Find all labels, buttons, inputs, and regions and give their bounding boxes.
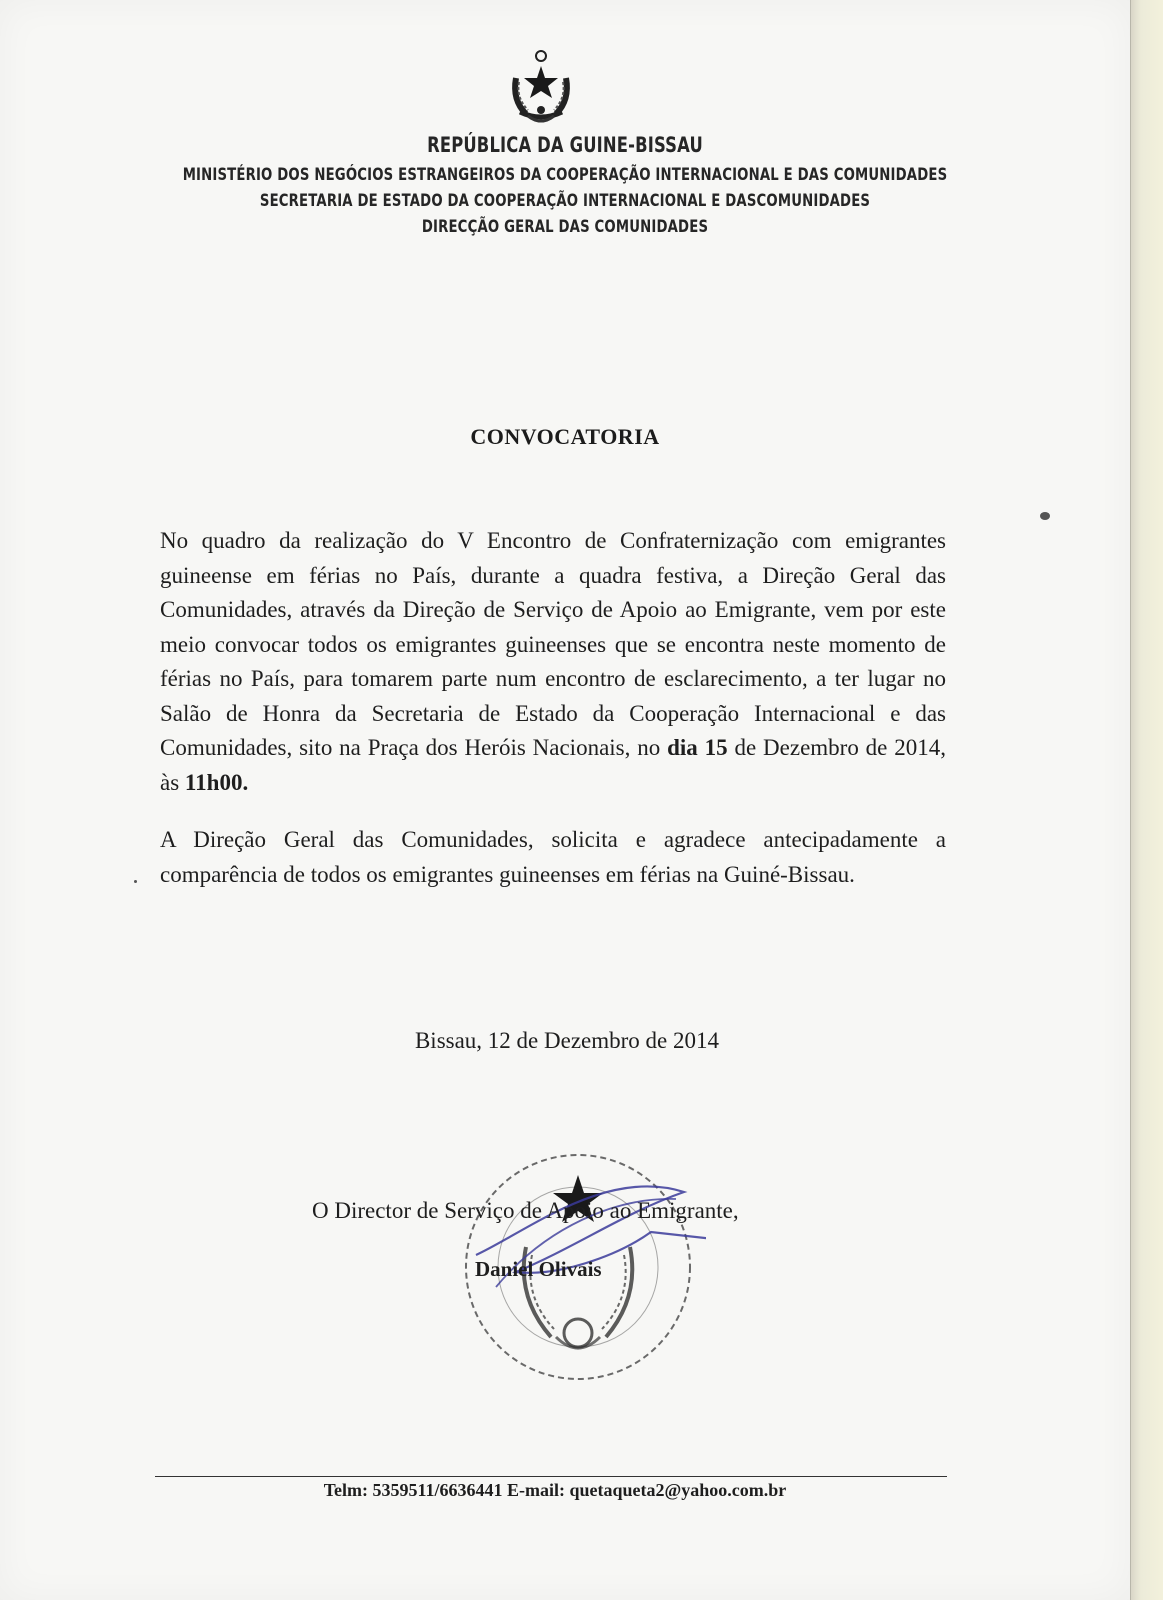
date-line: Bissau, 12 de Dezembro de 2014 <box>414 1028 720 1053</box>
page-edge <box>1130 0 1163 1600</box>
header-secretariat: SECRETARIA DE ESTADO DA COOPERAÇÃO INTERNACIONAL E DASCOMUNIDADES <box>259 191 871 211</box>
scan-speck <box>1040 512 1050 520</box>
footer-divider <box>155 1476 947 1477</box>
signatory-name: Daniel Olivais <box>475 1257 602 1281</box>
scan-speck <box>134 880 137 883</box>
header-republic: REPÚBLICA DA GUINE-BISSAU <box>427 133 703 157</box>
footer-contact: Telm: 5359511/6636441 E-mail: quetaqueta2@yahoo.com.br <box>323 1480 787 1500</box>
signatory-role: O Director de Serviço de Apoio ao Emigrante, <box>312 1198 739 1223</box>
paragraph-convocation-text: No quadro da realização do V Encontro de Confraternização com emigrantes guineense em férias no País, durante a quadra festiva, a Direção Geral das Comunidades, através da Direção de Serviço de Apoio ao Emigrante, vem por este meio convocar todos os emigrantes guineenses que se encontra neste momento de férias no País, para tomarem parte num encontro de esclarecimento, a ter lugar no Salão de Honra da Secretaria de Estado da Cooperação Internacional e das Comunidades, sito na Praça dos Heróis Nacionais, no <box>160 528 946 760</box>
paragraph-convocation <box>160 524 946 800</box>
header-ministry: MINISTÉRIO DOS NEGÓCIOS ESTRANGEIROS DA COOPERAÇÃO INTERNACIONAL E DAS COMUNIDADES <box>182 165 948 185</box>
header-directorate: DIRECÇÃO GERAL DAS COMUNIDADES <box>421 217 709 237</box>
paragraph-request: A Direção Geral das Comunidades, solicita e agradece antecipadamente a comparência de todos os emigrantes guineenses em férias na Guiné-Bissau. <box>160 827 946 887</box>
meeting-time: 11h00. <box>184 769 249 795</box>
meeting-month-year: de Dezembro de 2014, às <box>160 735 946 795</box>
document-title: CONVOCATORIA <box>470 424 660 449</box>
meeting-day: dia 15 <box>667 735 728 760</box>
national-emblem-icon <box>506 48 576 128</box>
